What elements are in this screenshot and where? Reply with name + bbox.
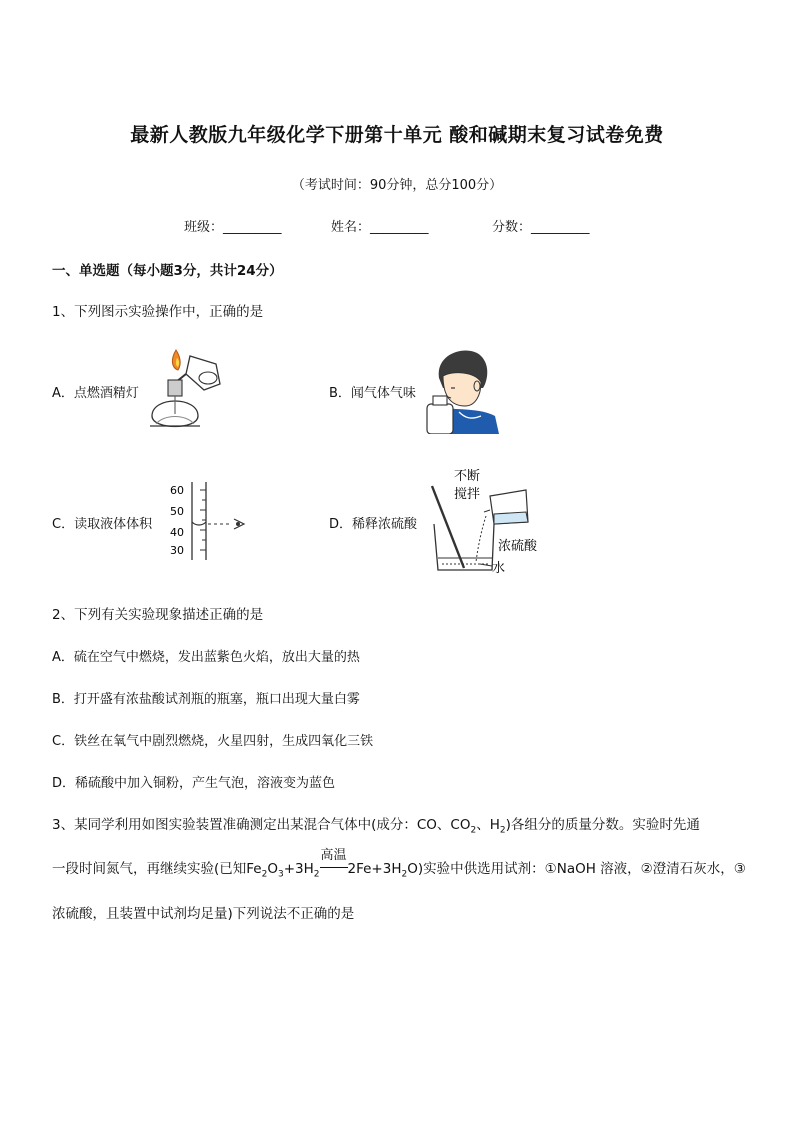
water-label: 水: [492, 561, 506, 576]
dilute-acid-illustration: [428, 466, 544, 578]
page-title: 最新人教版九年级化学下册第十单元 酸和碱期末复习试卷免费: [130, 124, 664, 146]
reaction-condition: 高温: [320, 861, 348, 877]
q2-option-a: A．硫在空气中燃烧，发出蓝紫色火焰，放出大量的热: [52, 650, 360, 665]
q1-option-d: D．稀释浓硫酸: [329, 517, 418, 532]
cylinder-tick-40: 40: [170, 526, 184, 539]
exam-subtitle: （考试时间：90分钟，总分100分）: [291, 178, 503, 193]
stir-label-2: 搅拌: [454, 487, 481, 502]
q1-option-c: C．读取液体体积: [52, 517, 153, 532]
q1-option-a: A．点燃酒精灯: [52, 386, 139, 401]
cylinder-tick-50: 50: [170, 505, 184, 518]
q2-option-c: C．铁丝在氧气中剧烈燃烧，火星四射，生成四氧化三铁: [52, 734, 374, 749]
question-1-stem: 1、下列图示实验操作中，正确的是: [52, 304, 264, 320]
section-heading: 一、单选题（每小题3分，共计24分）: [52, 263, 283, 279]
class-field: 班级：_________: [184, 220, 282, 235]
score-field: 分数：_________: [492, 220, 590, 235]
alcohol-lamp-illustration: [146, 344, 222, 436]
q2-option-d: D．稀硫酸中加入铜粉，产生气泡，溶液变为蓝色: [52, 776, 336, 791]
question-3-line-2: 一段时间氮气，再继续实验(已知$Fe_2O_3+3H_2$ 高温 $2Fe+3H_2O$)实验中供选用试剂：①NaOH 溶液，②澄清石灰水，③: [52, 848, 746, 880]
cylinder-tick-30: 30: [170, 544, 184, 557]
name-field: 姓名：_________: [331, 220, 429, 235]
graduated-cylinder-illustration: [164, 478, 248, 564]
question-2-stem: 2、下列有关实验现象描述正确的是: [52, 607, 264, 623]
stir-label-1: 不断: [454, 469, 481, 484]
q2-option-b: B．打开盛有浓盐酸试剂瓶的瓶塞，瓶口出现大量白雾: [52, 692, 360, 707]
q1-option-b: B．闻气体气味: [329, 386, 416, 401]
acid-label: 浓硫酸: [498, 539, 538, 554]
cylinder-tick-60: 60: [170, 484, 184, 497]
question-3-line-1: 3、某同学利用如图实验装置准确测定出某混合气体中(成分：CO、$CO_2$、$H_2$)各组分的质量分数。实验时先通: [52, 817, 700, 836]
question-3-line-3: 浓硫酸，且装置中试剂均足量)下列说法不正确的是: [52, 906, 355, 922]
smell-gas-illustration: [425, 342, 501, 434]
